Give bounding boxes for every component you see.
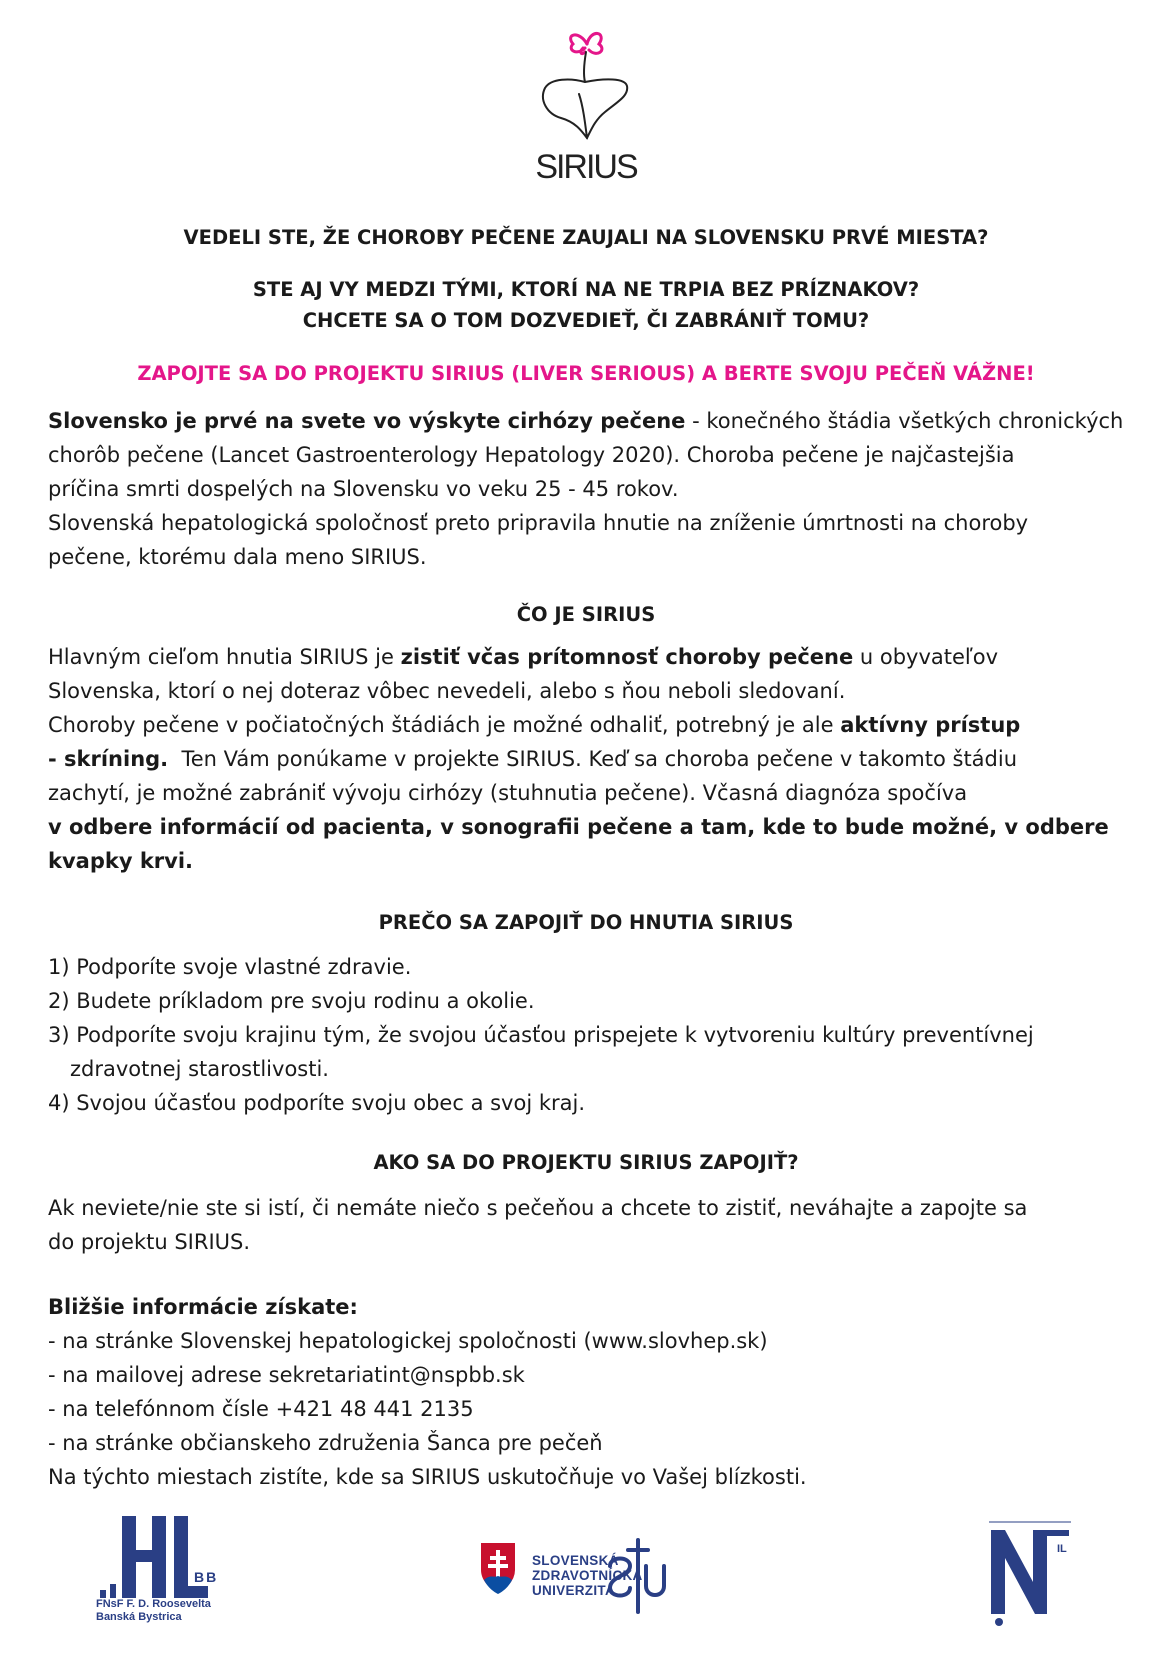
what-paragraph (48, 640, 1128, 878)
what-line-2: Slovenska, ktorí o nej doteraz vôbec nevedeli, alebo s ňou neboli sledovaní. (48, 679, 846, 703)
headline-symptoms (60, 274, 1112, 336)
intro-bold: Slovensko je prvé na svete vo výskyte cirhózy pečene (48, 409, 686, 433)
hospital-badge: BB (194, 1569, 219, 1585)
list-item: 4) Svojou účasťou podporíte svoju obec a svoj kraj. (48, 1091, 586, 1115)
university-name-line-1: SLOVENSKÁ (532, 1553, 619, 1568)
what-line-1-b: u obyvateľov (853, 645, 999, 669)
headline-question: VEDELI STE, ŽE CHOROBY PEČENE ZAUJALI NA SLOVENSKU PRVÉ MIESTA? (183, 226, 989, 249)
intro-line-5: pečene, ktorému dala meno SIRIUS. (48, 545, 427, 569)
right-logo-badge: IL (1057, 1543, 1067, 1555)
how-line-1: Ak neviete/nie ste si istí, či nemáte niečo s pečeňou a chcete to zistiť, neváhajte a zapojte sa (48, 1196, 1028, 1220)
liver-flower-icon (521, 22, 651, 152)
headline-symptoms-line-1: STE AJ VY MEDZI TÝMI, KTORÍ NA NE TRPIA BEZ PRÍZNAKOV? (252, 278, 920, 301)
info-block (48, 1290, 1128, 1494)
what-line-3-bold: aktívny prístup (840, 713, 1021, 737)
what-line-6-bold: v odbere informácií od pacienta, v sonografii pečene a tam, kde to bude možné, v odbere (48, 815, 1109, 839)
intro-line-1 (48, 404, 1128, 438)
hospital-caption (96, 1598, 211, 1624)
list-item: 3) Podporíte svoju krajinu tým, že svojou účasťou prispejete k vytvoreniu kultúry preventívnej (48, 1023, 1034, 1047)
what-line-4-rest: Ten Vám ponúkame v projekte SIRIUS. Keď sa choroba pečene v takomto štádiu (168, 747, 1018, 771)
list-item: 1) Podporíte svoje vlastné zdravie. (48, 955, 412, 979)
intro-paragraph (48, 404, 1128, 574)
what-line-1-bold: zistiť včas prítomnosť choroby pečene (400, 645, 854, 669)
callout-heading: ZAPOJTE SA DO PROJEKTU SIRIUS (LIVER SERIOUS) A BERTE SVOJU PEČEŇ VÁŽNE! (137, 362, 1035, 385)
intro-line-1-rest: - konečného štádia všetkých chronických (685, 409, 1124, 433)
right-institution-logo (985, 1518, 1075, 1628)
what-line-4 (48, 742, 1128, 776)
what-line-4-bold: - skríning. (48, 747, 169, 771)
what-line-1-a: Hlavným cieľom hnutia SIRIUS je (48, 645, 401, 669)
how-paragraph (48, 1191, 1128, 1259)
what-line-3 (48, 708, 1128, 742)
intro-line-2: chorôb pečene (Lancet Gastroenterology Hepatology 2020). Choroba pečene je najčastejšia (48, 443, 1015, 467)
how-line-2: do projektu SIRIUS. (48, 1230, 251, 1254)
intro-line-4: Slovenská hepatologická spoločnosť preto pripravila hnutie na zníženie úmrtnosti na choroby (48, 511, 1029, 535)
university-name-line-2: ZDRAVOTNÍCKA (532, 1568, 643, 1583)
what-line-5: zachytí, je možné zabrániť vývoju cirhózy (stuhnutia pečene). Včasná diagnóza spočíva (48, 781, 968, 805)
section-title-how: AKO SA DO PROJEKTU SIRIUS ZAPOJIŤ? (373, 1151, 799, 1174)
intro-line-3: príčina smrti dospelých na Slovensku vo veku 25 - 45 rokov. (48, 477, 679, 501)
info-item-phone: - na telefónnom čísle +421 48 441 2135 (48, 1397, 474, 1421)
what-line-7-bold: kvapky krvi. (48, 849, 194, 873)
info-item-association: - na stránke občianskeho združenia Šanca pre pečeň (48, 1431, 603, 1455)
section-title-why: PREČO SA ZAPOJIŤ DO HNUTIA SIRIUS (378, 911, 794, 934)
hospital-caption-line-2: Banská Bystrica (96, 1611, 182, 1623)
what-line-7 (48, 844, 1128, 878)
list-item: 2) Budete príkladom pre svoju rodinu a okolie. (48, 989, 535, 1013)
info-item-website: - na stránke Slovenskej hepatologickej spoločnosti (www.slovhep.sk) (48, 1329, 768, 1353)
sirius-logo (0, 22, 1172, 187)
logo-wordmark: SIRIUS (535, 148, 637, 186)
info-title (48, 1290, 1128, 1324)
why-list (48, 950, 1128, 1120)
university-name (532, 1553, 643, 1598)
headline-symptoms-line-2: CHCETE SA O TOM DOZVEDIEŤ, ČI ZABRÁNIŤ TOMU? (302, 309, 870, 332)
what-line-3-a: Choroby pečene v počiatočných štádiách je možné odhaliť, potrebný je ale (48, 713, 841, 737)
university-name-line-3: UNIVERZITA (532, 1583, 615, 1598)
what-line-1 (48, 640, 1128, 674)
info-item-email: - na mailovej adrese sekretariatint@nspbb.sk (48, 1363, 525, 1387)
hospital-caption-line-1: FNsF F. D. Roosevelta (96, 1598, 211, 1610)
info-title-text: Bližšie informácie získate: (48, 1295, 358, 1319)
section-title-what: ČO JE SIRIUS (516, 603, 656, 626)
what-line-6 (48, 810, 1128, 844)
info-closing: Na týchto miestach zistíte, kde sa SIRIUS uskutočňuje vo Vašej blízkosti. (48, 1465, 807, 1489)
list-item-continuation: zdravotnej starostlivosti. (70, 1057, 329, 1081)
